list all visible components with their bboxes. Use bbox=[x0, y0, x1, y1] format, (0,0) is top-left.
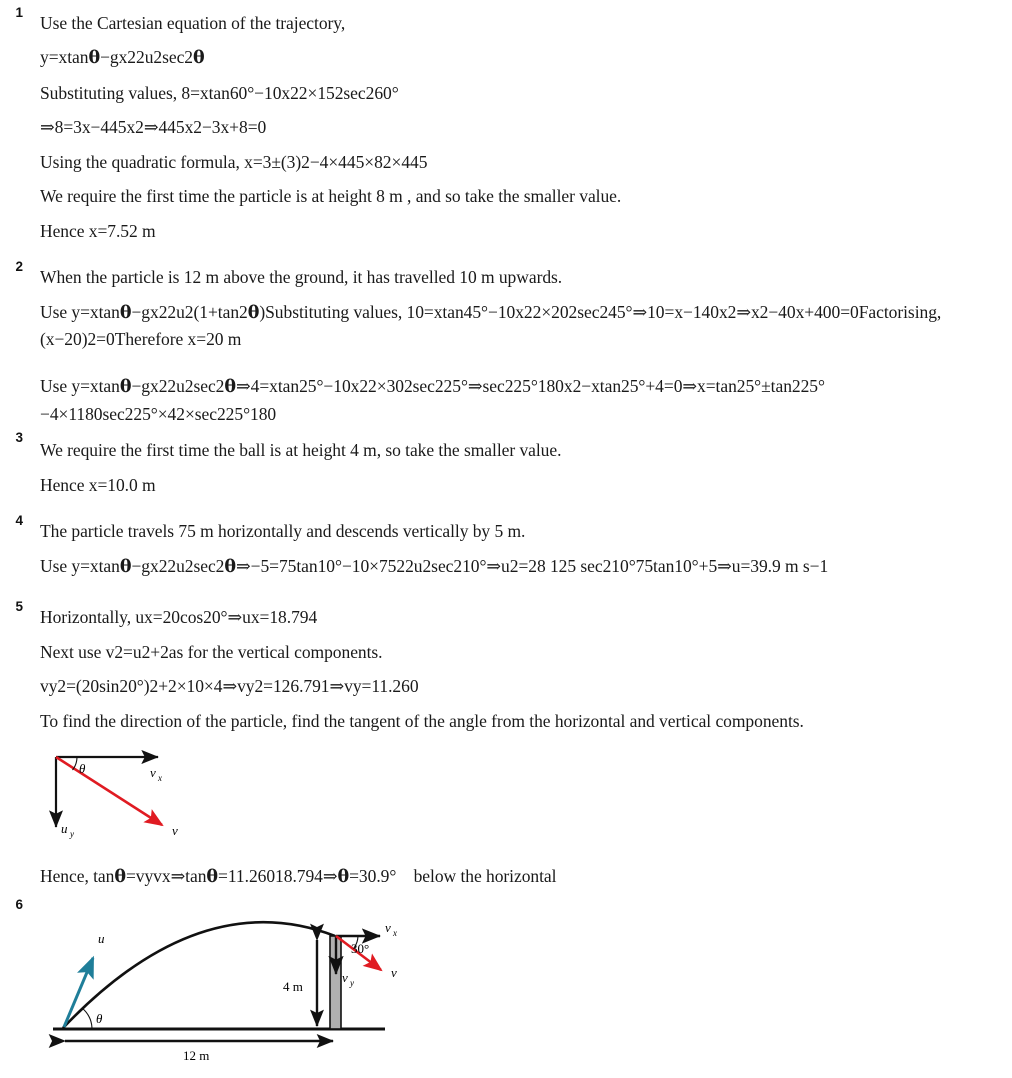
question-number: 6 bbox=[15, 897, 23, 913]
question-body bbox=[40, 514, 1012, 580]
question-body bbox=[40, 600, 1012, 894]
solution-line: Hence x=7.52 m bbox=[40, 220, 156, 241]
u-label: u bbox=[98, 931, 105, 947]
question-block-6 bbox=[0, 898, 1012, 1078]
question-block-1 bbox=[0, 6, 1012, 248]
question-block-4 bbox=[0, 514, 1012, 580]
uy-label: u bbox=[61, 821, 68, 836]
question-body bbox=[40, 373, 1012, 502]
question-number: 4 bbox=[15, 513, 23, 529]
velocity-component-figure bbox=[40, 748, 1006, 853]
solution-line: Substituting values, 8=xtan60°−10x22×152sec260° bbox=[40, 82, 399, 103]
question-number: 5 bbox=[15, 599, 23, 615]
theta-label: θ bbox=[79, 761, 86, 776]
question-number: 1 bbox=[15, 5, 23, 20]
spacer bbox=[0, 248, 1012, 260]
solutions-page bbox=[0, 5, 1012, 1064]
theta-symbol: θ bbox=[337, 867, 350, 887]
solution-line: Use y=xtanθ−gx22u2sec2θ⇒−5=75tan10°−10×7522u2sec210°⇒u2=28 125 sec210°75tan10°+5⇒u=39.9 m s−1 bbox=[40, 555, 829, 577]
velocity-component-svg bbox=[40, 748, 260, 853]
spacer bbox=[0, 580, 1012, 600]
spacer bbox=[0, 353, 1012, 373]
solution-line: y=xtanθ−gx22u2sec2θ bbox=[40, 47, 205, 69]
theta-symbol: θ bbox=[224, 556, 237, 577]
theta-symbol: θ bbox=[224, 376, 237, 397]
solution-line: We require the first time the ball is at height 4 m, so take the smaller value. bbox=[40, 440, 562, 461]
solution-line: To find the direction of the particle, find the tangent of the angle from the horizontal and vertical components. bbox=[40, 710, 804, 731]
resultant-v-vector-arrow bbox=[56, 757, 162, 825]
theta-symbol: θ bbox=[119, 376, 132, 397]
question-body bbox=[40, 898, 1012, 1078]
theta-symbol: θ bbox=[119, 556, 132, 577]
theta-symbol: θ bbox=[88, 48, 101, 69]
solution-line: Using the quadratic formula, x=3±(3)2−4×445×82×445 bbox=[40, 151, 428, 172]
projectile-diagram-svg bbox=[40, 898, 440, 1078]
spacer bbox=[0, 502, 1012, 514]
solution-line: Use y=xtanθ−gx22u2sec2θ⇒4=xtan25°−10x22×302sec225°⇒sec225°180x2−xtan25°+4=0⇒x=tan25°±tan225°−4×1180sec225°×42×sec225°180 bbox=[40, 375, 825, 424]
theta-label: θ bbox=[96, 1011, 103, 1027]
solution-line: We require the first time the particle is at height 8 m , and so take the smaller value. bbox=[40, 186, 622, 207]
solution-line: vy2=(20sin20°)2+2×10×4⇒vy2=126.791⇒vy=11.260 bbox=[40, 676, 419, 697]
question-body bbox=[40, 6, 1012, 248]
theta-symbol: θ bbox=[193, 48, 205, 69]
question-number: 2 bbox=[15, 259, 23, 275]
theta-symbol: θ bbox=[114, 867, 126, 887]
solution-line: Use y=xtanθ−gx22u2(1+tan2θ)Substituting values, 10=xtan45°−10x22×202sec245°⇒10=x−140x2⇒x2−40x+400=0Factorising, (x−20)2=0Therefore x=20 m bbox=[40, 301, 946, 350]
solution-line: When the particle is 12 m above the ground, it has travelled 10 m upwards. bbox=[40, 267, 563, 288]
question-block-3 bbox=[0, 373, 1012, 502]
vx-subscript: x bbox=[158, 773, 162, 783]
solution-line: Horizontally, ux=20cos20°⇒ux=18.794 bbox=[40, 607, 318, 628]
question-block-2 bbox=[0, 260, 1012, 353]
theta-symbol: θ bbox=[206, 867, 219, 887]
solution-closing-line: Hence, tanθ=vyvx⇒tanθ=11.26018.794⇒θ=30.9° below the horizontal bbox=[40, 866, 557, 887]
solution-line: ⇒8=3x−445x2⇒445x2−3x+8=0 bbox=[40, 117, 267, 138]
v-label: v bbox=[172, 823, 178, 838]
theta-symbol: θ bbox=[119, 302, 132, 323]
solution-line: Use the Cartesian equation of the trajectory, bbox=[40, 13, 346, 33]
uy-subscript: y bbox=[70, 829, 74, 839]
vy-subscript: y bbox=[350, 978, 354, 989]
height-label: 4 m bbox=[283, 979, 303, 995]
vx-label: v bbox=[150, 765, 156, 780]
vx-subscript: x bbox=[393, 928, 397, 939]
question-block-5 bbox=[0, 600, 1012, 894]
question-number: 3 bbox=[15, 429, 23, 445]
question-body bbox=[40, 260, 1012, 353]
vy-label: v bbox=[342, 970, 348, 986]
solution-line: The particle travels 75 m horizontally and descends vertically by 5 m. bbox=[40, 521, 526, 542]
thirty-degree-label: 30° bbox=[351, 941, 370, 957]
range-label: 12 m bbox=[183, 1048, 210, 1064]
theta-symbol: θ bbox=[247, 302, 260, 323]
vx-label: v bbox=[385, 920, 391, 936]
solution-line: Hence x=10.0 m bbox=[40, 474, 156, 495]
theta-angle-arc bbox=[82, 1008, 92, 1028]
v-label: v bbox=[391, 965, 397, 981]
solution-line: Next use v2=u2+2as for the vertical components. bbox=[40, 641, 383, 662]
